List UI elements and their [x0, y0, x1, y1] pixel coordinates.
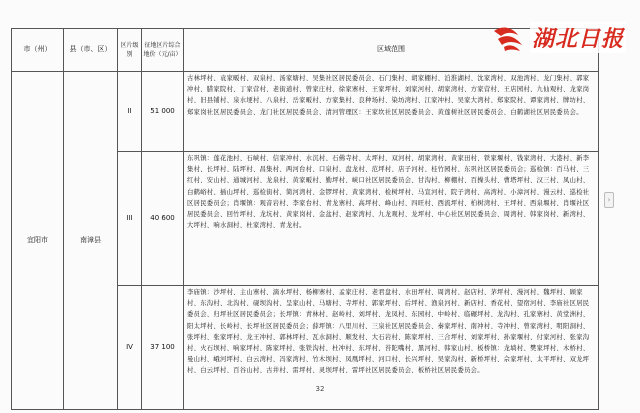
header-level: 区片级别 [118, 29, 142, 72]
header-area: 区域范围 [184, 29, 599, 72]
cell-level: II [118, 72, 142, 152]
cell-area: 东巩镇：莲花池村、石峡村、信家冲村、水沉村、石佛寺村、太坪村、双河村、胡家湾村、黄家田村、铁家堰村、钱家湾村、大港村、新李集村、长坪村、陆坪村、昌集村、两河台村、口泉村、盘龙村、范坪村、店子河村、桂竹园村、东巩社区居民委员会；巡检镇：百马村、三红村、安山村、通城河村、龙泉村、黄家畈村、勤坪村、峡口社区居民委员会、甘沟村、柳棚村、百操头村、曹塔坪村、汉三村、凤山村、白鹤峪村、插山坪村、巡检街村、简河湾村、金锣坪村、黄家湾村、检树坪村、马宣河村、院子湾村、高湾村、小漳河村、漫云村、巡检社区居民委员会；肖堰镇：观音岩村、李家台村、青龙寨村、高坪村、峰山村、四旺村、西流坪村、柏树湾村、王坪村、西泉堰村、肖堰社区居民委员会、回竹坪村、龙坑村、黄家岗村、金盆村、赵家湾村、九龙观村、龙坪村、中心社区居民委员会、周湾村、韩家岗村、新湾村、大坪村、响水洞村、杜家湾村、青龙村。 [184, 152, 599, 286]
table-row [12, 72, 599, 152]
logo-bird-icon [492, 23, 526, 53]
header-county: 县（市、区） [64, 29, 118, 72]
header-city: 市（州） [12, 29, 64, 72]
side-scroll-handle[interactable]: › [604, 192, 614, 208]
header-price: 征地区片综合地价（元/亩） [142, 29, 184, 72]
cell-county: 南漳县 [64, 72, 118, 410]
cell-area: 古林坪村、袁家畈村、双泉村、汤家塘村、吴集社区居民委员会、石门集村、胡家棚村、泊淮湖村、沈家湾村、双池湾村、龙门集村、郭家冲村、腊家院村、丁家营村、老街道村、曾家庄村、徐家寨村、王家坪村、刘家河村、胡家湾村、方家营村、王店园村、九仙观村、龙家岗村、旧县铺村、泉水埂村、八泉村、岳家畈村、方家集村、良种场村、染坊湾村、江家冲村、吴家大湾村、郑家院村、谭家湾村、牌坊村、郑家岗社区居民委员会、龙门社区居民委员会、清河管理区：王家坎社区居民委员会、黄莲树社区居民委员会、白鹤湖社区居民委员会。 [184, 72, 599, 152]
cell-price: 37 100 [142, 286, 184, 410]
cell-price: 51 000 [142, 72, 184, 152]
cell-level: III [118, 152, 142, 286]
logo-text: 湖北日报 [530, 22, 626, 53]
cell-area: 李庙镇：沙坪村、主山寨村、滴水坪村、杨柳寨村、孟家庄村、老君盘村、水田坪村、周湾村、赵店村、茅坪村、漫河村、魏坪村、顾家村、东沟村、北沟村、砚坝沟村、呈家山村、马塘村、寺坪村、郭家坪村、后坪村、渔泉河村、新店村、香花村、望宿河村、李庙社区居民委员会、归坪社区居民委员会；长坪镇：青林村、赵岭村、刘坪村、龙凤村、东园村、中岭村、临碾坪村、龙沟村、孔家寨村、黄堂洲村、阳太坪村、长岭村、长坪社区居民委员会；薛坪镇：八里川村、三泉社区居民委员会、秦家坪村、南冲村、寺冲村、曾家湾村、明阳洞村、张坪村、张家坪村、龙王冲村、郭林坪村、瓦水洞村、顺发村、大石岩村、陈家坪村、三合坪村、刘家坪村、孙家堰村、付家河村、张家沟村、火石坝村、响家坪村、陈家坪村、张铁沟村、杜冲村、东坪村、苔陀嘴村、黑河村、韩家山村、板桥镇：龙埫村、樊家坪村、木桥村、曼山村、峨河坪村、白云湾村、冯家湾村、竹木坝村、凤凰坪村、河口村、长兴坪村、吴家沟村、新桥坪村、佘家坪村、太平坪村、双龙坪村、白云坪村、百谷山村、古井村、雷坪村、灵坝坪村、雷坪社区居民委员会、板桥社区居民委员会。 [184, 286, 599, 410]
land-price-table [11, 28, 599, 410]
cell-city: 宜阳市 [12, 72, 64, 410]
page-number: 32 [315, 385, 325, 393]
newspaper-logo [492, 22, 626, 53]
cell-level: IV [118, 286, 142, 410]
cell-price: 40 600 [142, 152, 184, 286]
